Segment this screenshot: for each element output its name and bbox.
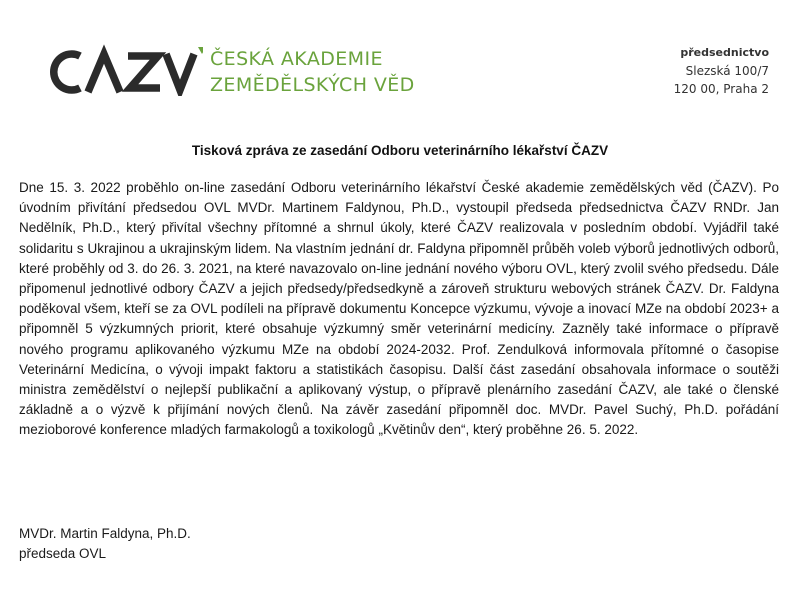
address-city: 120 00, Praha 2 [673,82,769,96]
signature-name: MVDr. Martin Faldyna, Ph.D. [19,526,191,541]
address-street: Slezská 100/7 [685,64,769,78]
logo-line-2: ZEMĚDĚLSKÝCH VĚD [210,74,415,96]
signature-block [19,524,191,564]
logo-wordmark [210,46,415,98]
document-title: Tisková zpráva ze zasedání Odboru veterinárního lékařství ČAZV [191,143,609,158]
czav-logo-mark [38,44,203,96]
czav-logo [38,44,458,104]
logo-line-1: ČESKÁ AKADEMIE [210,48,383,70]
address-org: předsednictvo [680,46,769,59]
document-body: Dne 15. 3. 2022 proběhlo on-line zasedání Odboru veterinárního lékařství České akademie zemědělských věd (ČAZV). Po úvodním přivítání předsedou OVL MVDr. Martinem Faldynou, Ph.D., vystoupil předseda předsednictva ČAZV RNDr. Jan Nedělník, Ph.D., který přivítal všechny přítomné a shrnul úkoly, které ČAZV realizovala v posledním období. Vyjádřil také solidaritu s Ukrajinou a ukrajinským lidem. Na vlastním jednání dr. Faldyna připomněl průběh voleb výborů jednotlivých odborů, které proběhly od 3. do 26. 3. 2021, na které navazovalo on-line jednání nového výboru OVL, který zvolil svého předsedu. Dále připomenul jednotlivé odbory ČAZV a jejich předsedy/předsedkyně a zároveň strukturu webových stránek ČAZV. Dr. Faldyna poděkoval všem, kteří se za OVL podíleli na přípravě dokumentu Koncepce výzkumu, vývoje a inovací MZe na období 2023+ a připomněl 5 výzkumných priorit, které obsahuje výzkumný směr veterinární medicíny. Zazněly také informace o přípravě nového programu aplikovaného výzkumu MZe na období 2024-2032. Prof. Zendulková informovala přítomné o časopise Veterinární Medicína, o vývoji impakt faktoru a statistikách časopisu. Další část zasedání obsahovala informace o soutěži ministra zemědělství o nejlepší publikační a aplikovaný výstup, o přípravě plenárního zasedání ČAZV, ale také o členské základně a o výzvě k přijímání nových členů. Na závěr zasedání připomněl doc. MVDr. Pavel Suchý, Ph.D. pořádání mezioborové konference mladých farmakologů a toxikologů „Květinův den“, který proběhne 26. 5. 2022. [19,180,779,438]
office-address [674,44,769,98]
signature-role: předseda OVL [19,546,107,561]
